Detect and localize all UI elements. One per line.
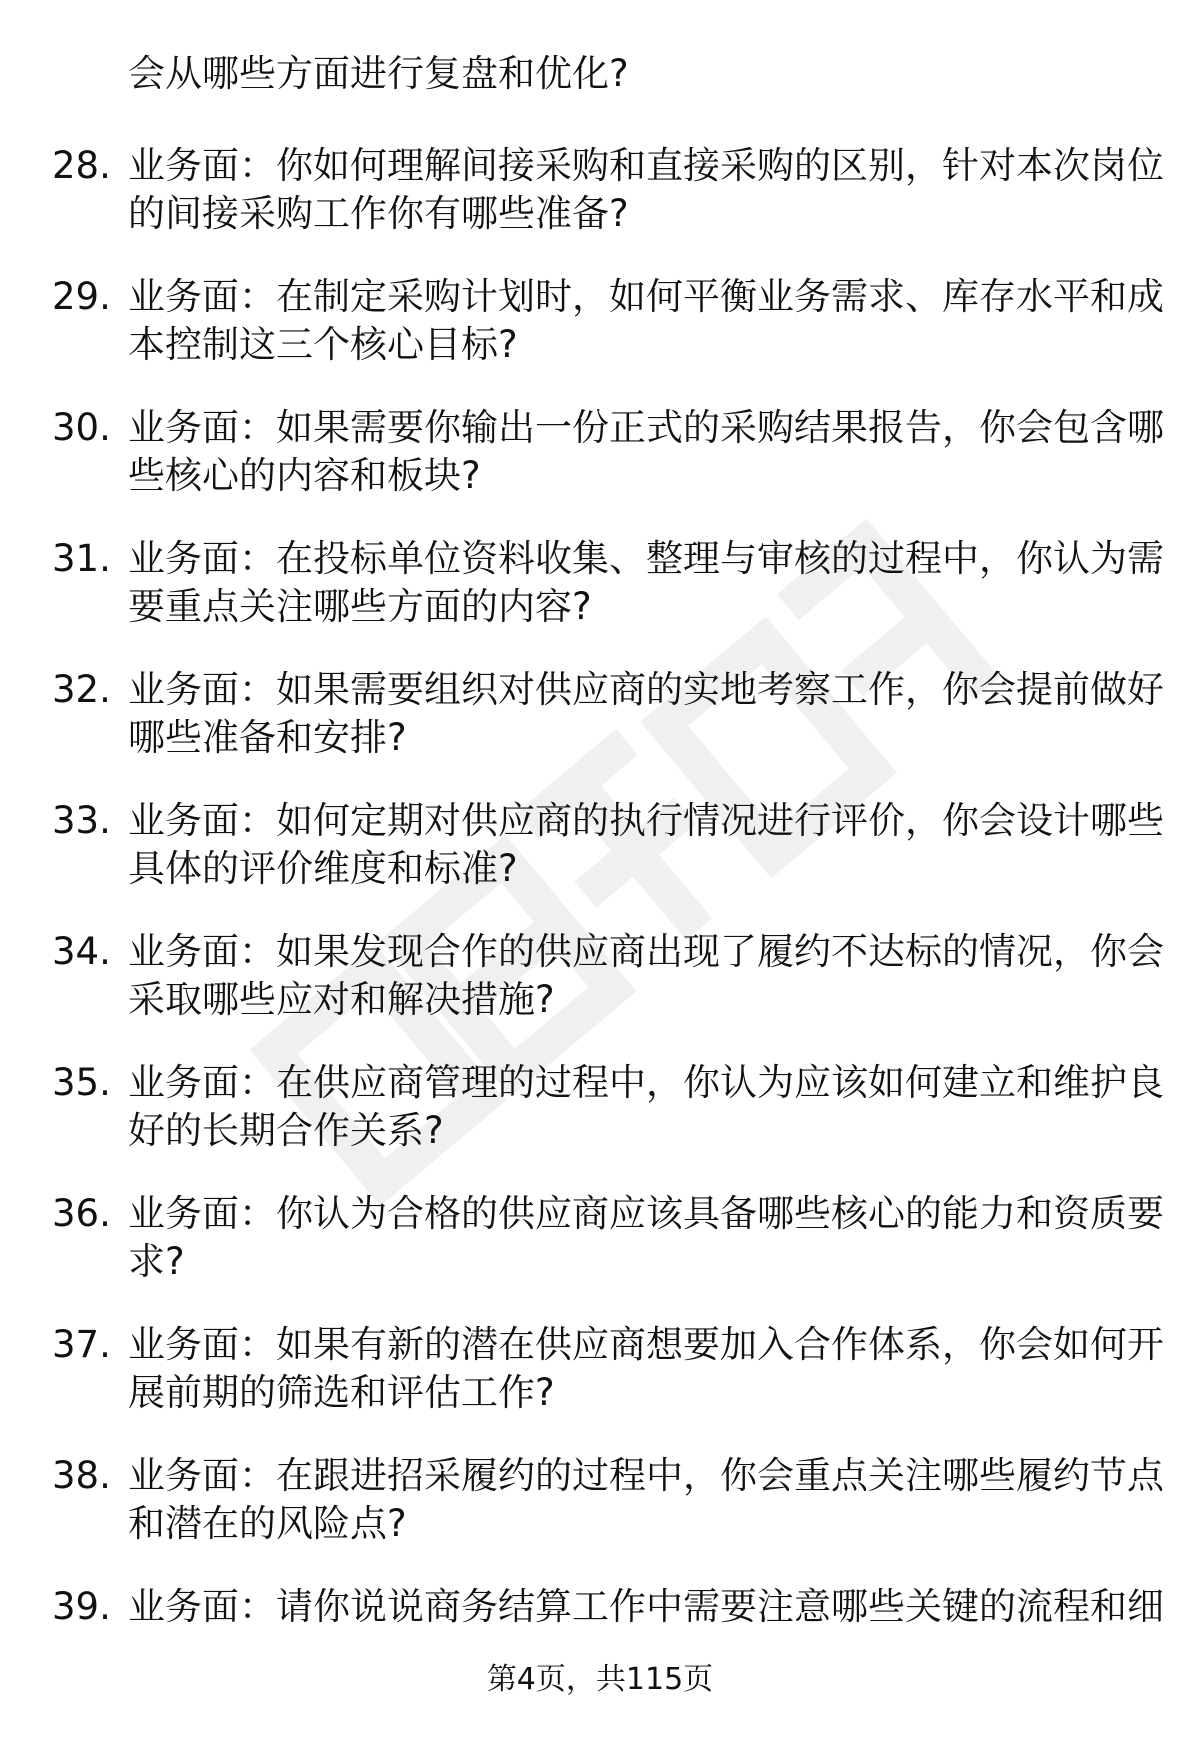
question-text-line: 本控制这三个核心目标?: [128, 323, 518, 366]
question-text-line: 业务面：如果需要组织对供应商的实地考察工作，你会提前做好: [128, 668, 1164, 711]
question-item: [0, 1190, 1200, 1321]
question-text-line: 具体的评价维度和标准?: [128, 847, 518, 890]
question-item: [0, 1321, 1200, 1452]
question-text-line: 业务面：如果发现合作的供应商出现了履约不达标的情况，你会: [128, 930, 1164, 973]
question-text-line: 的间接采购工作你有哪些准备?: [128, 192, 629, 235]
question-item: [0, 535, 1200, 666]
question-number: 38.: [52, 1454, 111, 1497]
question-text-line: 业务面：如果有新的潜在供应商想要加入合作体系，你会如何开: [128, 1323, 1164, 1366]
question-number: 28.: [52, 144, 111, 187]
question-text-line: 业务面：你如何理解间接采购和直接采购的区别，针对本次岗位: [128, 144, 1164, 187]
question-text-line: 业务面：在供应商管理的过程中，你认为应该如何建立和维护良: [128, 1061, 1164, 1104]
question-text-line: 业务面：请你说说商务结算工作中需要注意哪些关键的流程和细: [128, 1585, 1164, 1628]
question-text-line: 业务面：如果需要你输出一份正式的采购结果报告，你会包含哪: [128, 406, 1164, 449]
question-text-line: 业务面：你认为合格的供应商应该具备哪些核心的能力和资质要: [128, 1192, 1164, 1235]
question-text-line: 业务面：在投标单位资料收集、整理与审核的过程中，你认为需: [128, 537, 1164, 580]
question-text-line: 求?: [128, 1240, 185, 1283]
question-text-line: 采取哪些应对和解决措施?: [128, 978, 555, 1021]
question-text-line: 业务面：在制定采购计划时，如何平衡业务需求、库存水平和成: [128, 275, 1164, 318]
question-item: [0, 142, 1200, 273]
question-number: 29.: [52, 275, 111, 318]
question-item: [0, 1452, 1200, 1583]
question-list: [0, 142, 1200, 1714]
question-number: 39.: [52, 1585, 111, 1628]
continued-question-text: 会从哪些方面进行复盘和优化?: [128, 52, 629, 95]
question-item: [0, 797, 1200, 928]
question-text-line: 哪些准备和安排?: [128, 716, 407, 759]
question-item: [0, 1059, 1200, 1190]
question-number: 32.: [52, 668, 111, 711]
question-item: [0, 404, 1200, 535]
question-text-line: 业务面：在跟进招采履约的过程中，你会重点关注哪些履约节点: [128, 1454, 1164, 1497]
question-number: 30.: [52, 406, 111, 449]
question-text-line: 业务面：如何定期对供应商的执行情况进行评价，你会设计哪些: [128, 799, 1164, 842]
question-number: 36.: [52, 1192, 111, 1235]
page-number-footer: 第4页，共115页: [486, 1662, 714, 1697]
question-number: 37.: [52, 1323, 111, 1366]
question-item: [0, 273, 1200, 404]
question-item: [0, 666, 1200, 797]
question-text-line: 些核心的内容和板块?: [128, 454, 481, 497]
question-number: 34.: [52, 930, 111, 973]
question-text-line: 和潜在的风险点?: [128, 1502, 407, 1545]
question-number: 35.: [52, 1061, 111, 1104]
question-number: 33.: [52, 799, 111, 842]
question-text-line: 要重点关注哪些方面的内容?: [128, 585, 592, 628]
question-item: [0, 928, 1200, 1059]
question-text-line: 展前期的筛选和评估工作?: [128, 1371, 555, 1414]
question-text-line: 好的长期合作关系?: [128, 1109, 444, 1152]
question-number: 31.: [52, 537, 111, 580]
